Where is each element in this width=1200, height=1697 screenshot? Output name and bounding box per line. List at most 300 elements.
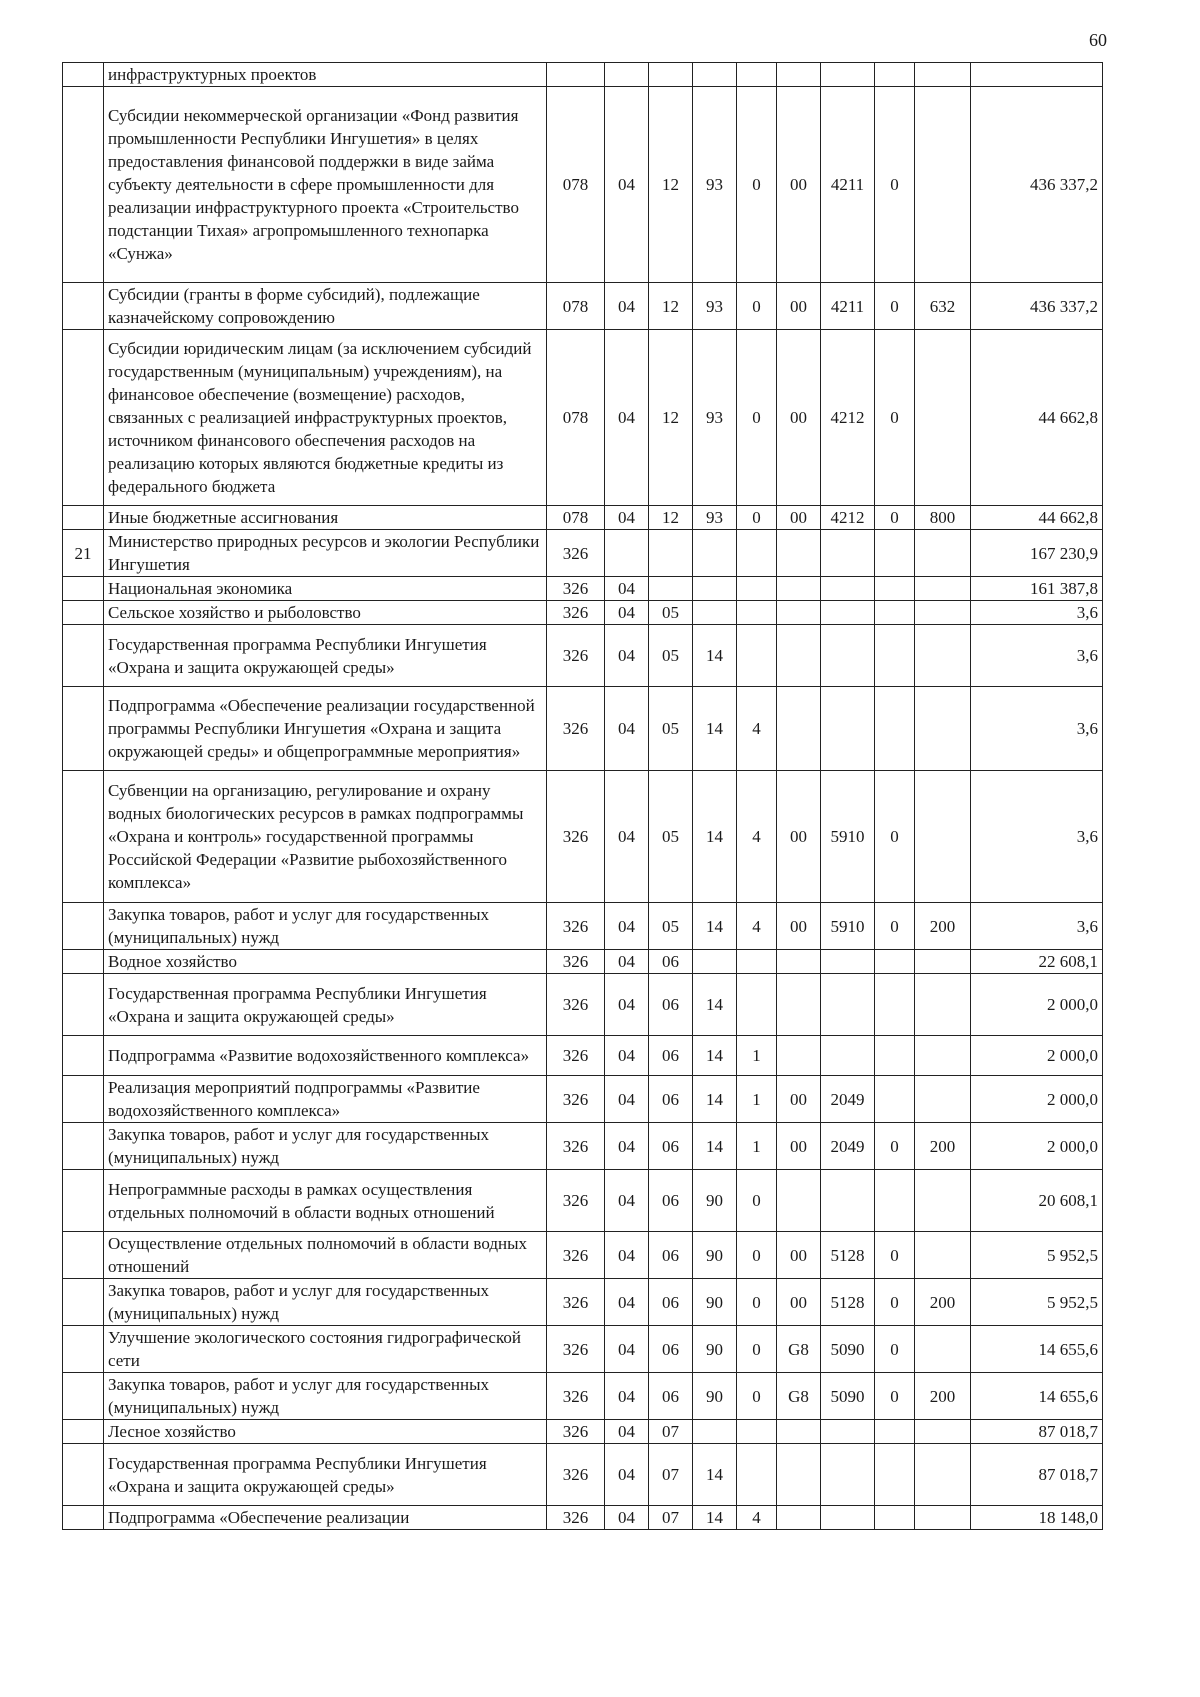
subsection-code: 06 [649,1279,693,1326]
ministry-code: 326 [547,1170,605,1232]
section-code: 04 [605,1123,649,1170]
row-number [63,1232,104,1279]
expense-type-code [915,1326,971,1373]
table-row [63,506,1103,530]
ministry-code: 326 [547,1420,605,1444]
expense-type-code: 200 [915,1123,971,1170]
section-code: 04 [605,577,649,601]
program-code: 93 [693,330,737,506]
ministry-code: 326 [547,1444,605,1506]
direction-code: 5090 [821,1326,875,1373]
event-code: 00 [777,1232,821,1279]
section-code: 04 [605,625,649,687]
row-description: Непрограммные расходы в рамках осуществления отдельных полномочий в области водных отношений [104,1170,547,1232]
sub-direction-code: 0 [875,903,915,950]
row-number [63,771,104,903]
direction-code: 5128 [821,1279,875,1326]
expense-type-code [915,577,971,601]
row-number [63,1076,104,1123]
sub-direction-code [875,63,915,87]
row-number [63,87,104,283]
event-code: 00 [777,506,821,530]
row-number [63,330,104,506]
row-description: Субвенции на организацию, регулирование и охрану водных биологических ресурсов в рамках подпрограммы «Охрана и контроль» государственной программы Российской Федерации «Развитие рыбохозяйственного комплекса» [104,771,547,903]
direction-code [821,1170,875,1232]
event-code: 00 [777,903,821,950]
row-amount [971,63,1103,87]
event-code [777,1444,821,1506]
subsection-code: 06 [649,1326,693,1373]
row-number [63,1279,104,1326]
ministry-code: 326 [547,1076,605,1123]
event-code [777,1036,821,1076]
row-amount: 3,6 [971,903,1103,950]
table-row [63,903,1103,950]
row-number [63,974,104,1036]
row-description: Государственная программа Республики Ингушетия «Охрана и защита окружающей среды» [104,974,547,1036]
sub-direction-code [875,1036,915,1076]
subsection-code: 06 [649,974,693,1036]
section-code: 04 [605,1232,649,1279]
subprogram-code [737,1420,777,1444]
ministry-code: 078 [547,87,605,283]
sub-direction-code: 0 [875,1326,915,1373]
subprogram-code: 4 [737,687,777,771]
subsection-code: 05 [649,601,693,625]
subprogram-code: 1 [737,1076,777,1123]
row-amount: 3,6 [971,601,1103,625]
row-description: Лесное хозяйство [104,1420,547,1444]
subprogram-code: 0 [737,330,777,506]
event-code [777,530,821,577]
expense-type-code [915,1170,971,1232]
table-row [63,1506,1103,1530]
ministry-code: 326 [547,1232,605,1279]
event-code: 00 [777,1279,821,1326]
program-code [693,63,737,87]
subsection-code: 12 [649,330,693,506]
sub-direction-code [875,974,915,1036]
sub-direction-code: 0 [875,1373,915,1420]
subprogram-code: 4 [737,1506,777,1530]
table-row [63,1420,1103,1444]
row-description: Субсидии некоммерческой организации «Фонд развития промышленности Республики Ингушетия» в целях предоставления финансовой поддержки в виде займа субъекту деятельности в сфере промышленности для реализации инфраструктурного проекта «Строительство подстанции Тихая» агропромышленного технопарка «Сунжа» [104,87,547,283]
ministry-code: 326 [547,530,605,577]
subsection-code [649,530,693,577]
section-code: 04 [605,283,649,330]
ministry-code: 326 [547,601,605,625]
table-row [63,1123,1103,1170]
row-number [63,506,104,530]
row-number [63,1170,104,1232]
event-code: G8 [777,1326,821,1373]
expense-type-code [915,330,971,506]
ministry-code: 326 [547,974,605,1036]
sub-direction-code [875,687,915,771]
sub-direction-code [875,601,915,625]
direction-code [821,1444,875,1506]
direction-code: 5910 [821,903,875,950]
event-code [777,950,821,974]
sub-direction-code: 0 [875,771,915,903]
table-row [63,625,1103,687]
subsection-code [649,63,693,87]
subprogram-code [737,577,777,601]
row-description: инфраструктурных проектов [104,63,547,87]
event-code [777,687,821,771]
direction-code [821,530,875,577]
program-code: 93 [693,283,737,330]
row-amount: 5 952,5 [971,1279,1103,1326]
direction-code: 5128 [821,1232,875,1279]
row-number [63,687,104,771]
expense-type-code: 200 [915,1373,971,1420]
event-code: 00 [777,1076,821,1123]
direction-code: 4212 [821,506,875,530]
event-code [777,625,821,687]
subprogram-code: 1 [737,1123,777,1170]
row-amount: 44 662,8 [971,506,1103,530]
section-code: 04 [605,330,649,506]
sub-direction-code: 0 [875,1279,915,1326]
subsection-code: 06 [649,1232,693,1279]
row-amount: 2 000,0 [971,1036,1103,1076]
direction-code: 2049 [821,1123,875,1170]
row-amount: 44 662,8 [971,330,1103,506]
sub-direction-code [875,530,915,577]
subsection-code [649,577,693,601]
subsection-code: 06 [649,1076,693,1123]
table-row [63,771,1103,903]
ministry-code: 078 [547,283,605,330]
event-code [777,63,821,87]
row-description: Сельское хозяйство и рыболовство [104,601,547,625]
subsection-code: 07 [649,1506,693,1530]
event-code: G8 [777,1373,821,1420]
event-code [777,1420,821,1444]
program-code: 14 [693,1444,737,1506]
expense-type-code [915,950,971,974]
row-description: Подпрограмма «Обеспечение реализации [104,1506,547,1530]
expense-type-code [915,625,971,687]
subprogram-code: 0 [737,1373,777,1420]
sub-direction-code: 0 [875,506,915,530]
sub-direction-code [875,950,915,974]
row-amount: 22 608,1 [971,950,1103,974]
section-code: 04 [605,687,649,771]
subprogram-code: 0 [737,1232,777,1279]
row-amount: 2 000,0 [971,974,1103,1036]
subprogram-code: 1 [737,1036,777,1076]
subprogram-code: 0 [737,1170,777,1232]
row-number [63,950,104,974]
row-number [63,1036,104,1076]
ministry-code: 326 [547,625,605,687]
row-number [63,1420,104,1444]
sub-direction-code: 0 [875,283,915,330]
section-code: 04 [605,1506,649,1530]
section-code: 04 [605,1326,649,1373]
subsection-code: 05 [649,625,693,687]
section-code: 04 [605,1076,649,1123]
subsection-code: 12 [649,283,693,330]
expense-type-code: 632 [915,283,971,330]
table-row [63,530,1103,577]
section-code: 04 [605,771,649,903]
event-code: 00 [777,771,821,903]
table-row [63,687,1103,771]
section-code [605,530,649,577]
program-code: 14 [693,625,737,687]
row-number [63,63,104,87]
page-number: 60 [1089,30,1107,50]
ministry-code: 326 [547,950,605,974]
row-number [63,1506,104,1530]
direction-code: 5910 [821,771,875,903]
direction-code [821,577,875,601]
expense-type-code: 200 [915,1279,971,1326]
section-code [605,63,649,87]
ministry-code: 326 [547,1279,605,1326]
program-code: 14 [693,771,737,903]
row-amount: 3,6 [971,687,1103,771]
sub-direction-code [875,1170,915,1232]
direction-code [821,1506,875,1530]
ministry-code: 326 [547,577,605,601]
program-code: 14 [693,1076,737,1123]
subsection-code: 05 [649,771,693,903]
expense-type-code [915,1232,971,1279]
row-amount: 161 387,8 [971,577,1103,601]
table-row [63,87,1103,283]
row-amount: 3,6 [971,771,1103,903]
budget-table [62,62,1103,1530]
program-code [693,601,737,625]
ministry-code [547,63,605,87]
row-description: Министерство природных ресурсов и экологии Республики Ингушетия [104,530,547,577]
table-row [63,601,1103,625]
sub-direction-code: 0 [875,1232,915,1279]
table-row [63,1170,1103,1232]
program-code: 14 [693,1123,737,1170]
row-description: Подпрограмма «Обеспечение реализации государственной программы Республики Ингушетия «Охрана и защита окружающей среды» и общепрограммные мероприятия» [104,687,547,771]
row-amount: 3,6 [971,625,1103,687]
subsection-code: 06 [649,1373,693,1420]
program-code: 90 [693,1279,737,1326]
expense-type-code [915,530,971,577]
row-description: Закупка товаров, работ и услуг для государственных (муниципальных) нужд [104,1373,547,1420]
row-amount: 20 608,1 [971,1170,1103,1232]
table-row [63,1076,1103,1123]
program-code: 14 [693,687,737,771]
budget-table-container [62,62,1103,1530]
row-number [63,1123,104,1170]
event-code [777,974,821,1036]
row-amount: 87 018,7 [971,1420,1103,1444]
row-amount: 2 000,0 [971,1123,1103,1170]
section-code: 04 [605,87,649,283]
program-code: 93 [693,506,737,530]
table-row [63,283,1103,330]
direction-code: 2049 [821,1076,875,1123]
row-number [63,1326,104,1373]
program-code: 90 [693,1326,737,1373]
direction-code [821,1036,875,1076]
expense-type-code: 200 [915,903,971,950]
subprogram-code [737,63,777,87]
subprogram-code: 4 [737,903,777,950]
direction-code: 5090 [821,1373,875,1420]
expense-type-code [915,1444,971,1506]
program-code: 90 [693,1232,737,1279]
table-row [63,1279,1103,1326]
sub-direction-code [875,1420,915,1444]
direction-code [821,63,875,87]
subprogram-code: 0 [737,1326,777,1373]
program-code: 90 [693,1373,737,1420]
table-row [63,1326,1103,1373]
row-number [63,577,104,601]
event-code: 00 [777,1123,821,1170]
direction-code: 4211 [821,283,875,330]
row-amount: 436 337,2 [971,87,1103,283]
row-description: Субсидии (гранты в форме субсидий), подлежащие казначейскому сопровождению [104,283,547,330]
ministry-code: 326 [547,1506,605,1530]
row-amount: 167 230,9 [971,530,1103,577]
table-row [63,950,1103,974]
ministry-code: 326 [547,687,605,771]
section-code: 04 [605,1444,649,1506]
row-description: Осуществление отдельных полномочий в области водных отношений [104,1232,547,1279]
program-code: 14 [693,1506,737,1530]
subsection-code: 06 [649,1036,693,1076]
subsection-code: 07 [649,1420,693,1444]
row-number [63,903,104,950]
row-description: Национальная экономика [104,577,547,601]
subprogram-code [737,950,777,974]
program-code: 93 [693,87,737,283]
program-code [693,1420,737,1444]
subprogram-code [737,1444,777,1506]
event-code: 00 [777,87,821,283]
subsection-code: 06 [649,1170,693,1232]
section-code: 04 [605,950,649,974]
program-code: 90 [693,1170,737,1232]
ministry-code: 326 [547,1326,605,1373]
program-code: 14 [693,1036,737,1076]
direction-code: 4211 [821,87,875,283]
section-code: 04 [605,903,649,950]
subsection-code: 07 [649,1444,693,1506]
expense-type-code: 800 [915,506,971,530]
section-code: 04 [605,1170,649,1232]
row-description: Водное хозяйство [104,950,547,974]
direction-code [821,625,875,687]
event-code [777,1506,821,1530]
sub-direction-code [875,1506,915,1530]
sub-direction-code [875,625,915,687]
table-body [63,63,1103,1530]
program-code [693,530,737,577]
section-code: 04 [605,601,649,625]
row-description: Закупка товаров, работ и услуг для государственных (муниципальных) нужд [104,1123,547,1170]
direction-code [821,1420,875,1444]
table-row [63,974,1103,1036]
subprogram-code [737,601,777,625]
row-description: Реализация мероприятий подпрограммы «Развитие водохозяйственного комплекса» [104,1076,547,1123]
row-description: Закупка товаров, работ и услуг для государственных (муниципальных) нужд [104,1279,547,1326]
direction-code [821,950,875,974]
row-amount: 87 018,7 [971,1444,1103,1506]
row-amount: 5 952,5 [971,1232,1103,1279]
subsection-code: 05 [649,687,693,771]
expense-type-code [915,771,971,903]
subprogram-code: 4 [737,771,777,903]
event-code: 00 [777,283,821,330]
ministry-code: 326 [547,1123,605,1170]
sub-direction-code [875,577,915,601]
sub-direction-code: 0 [875,330,915,506]
subsection-code: 12 [649,87,693,283]
event-code [777,1170,821,1232]
row-description: Закупка товаров, работ и услуг для государственных (муниципальных) нужд [104,903,547,950]
row-description: Государственная программа Республики Ингушетия «Охрана и защита окружающей среды» [104,625,547,687]
program-code: 14 [693,974,737,1036]
subsection-code: 06 [649,950,693,974]
subsection-code: 12 [649,506,693,530]
section-code: 04 [605,506,649,530]
event-code [777,601,821,625]
expense-type-code [915,601,971,625]
ministry-code: 326 [547,771,605,903]
sub-direction-code: 0 [875,1123,915,1170]
expense-type-code [915,687,971,771]
subprogram-code: 0 [737,283,777,330]
expense-type-code [915,63,971,87]
program-code: 14 [693,903,737,950]
table-row [63,1373,1103,1420]
row-number [63,1444,104,1506]
row-description: Улучшение экологического состояния гидрографической сети [104,1326,547,1373]
direction-code: 4212 [821,330,875,506]
table-row [63,330,1103,506]
ministry-code: 326 [547,1036,605,1076]
ministry-code: 326 [547,903,605,950]
sub-direction-code [875,1076,915,1123]
row-description: Подпрограмма «Развитие водохозяйственного комплекса» [104,1036,547,1076]
row-number [63,1373,104,1420]
ministry-code: 078 [547,330,605,506]
subprogram-code [737,530,777,577]
expense-type-code [915,1420,971,1444]
row-amount: 14 655,6 [971,1373,1103,1420]
event-code [777,577,821,601]
direction-code [821,687,875,771]
section-code: 04 [605,1279,649,1326]
subsection-code: 05 [649,903,693,950]
table-row [63,1444,1103,1506]
row-number [63,625,104,687]
expense-type-code [915,87,971,283]
row-number [63,283,104,330]
row-amount: 18 148,0 [971,1506,1103,1530]
event-code: 00 [777,330,821,506]
table-row [63,1232,1103,1279]
table-row [63,1036,1103,1076]
ministry-code: 078 [547,506,605,530]
sub-direction-code [875,1444,915,1506]
section-code: 04 [605,974,649,1036]
